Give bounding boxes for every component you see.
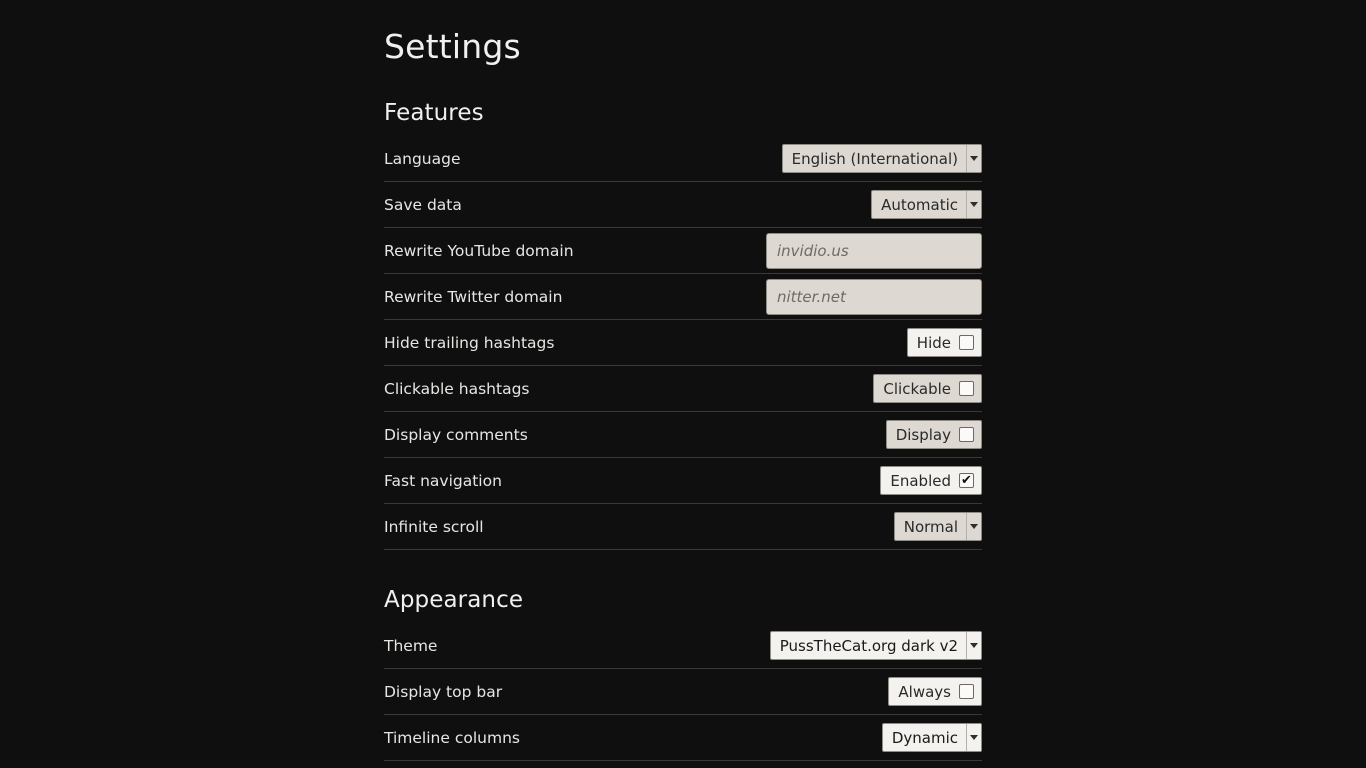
setting-row-timeline-columns [384, 715, 982, 761]
chevron-down-glyph [970, 735, 978, 740]
setting-row-infinite-scroll [384, 504, 982, 550]
checkbox-hide-trailing-hashtags[interactable] [959, 335, 974, 350]
settings-list-appearance [384, 623, 982, 761]
setting-label-rewrite-youtube-domain: Rewrite YouTube domain [384, 241, 574, 260]
settings-list-features [384, 136, 982, 550]
setting-label-clickable-hashtags: Clickable hashtags [384, 379, 530, 398]
checkbox-label-clickable-hashtags: Clickable [883, 379, 951, 398]
checkbox-group-display-comments[interactable] [886, 420, 982, 449]
input-rewrite-youtube-domain[interactable] [766, 233, 982, 269]
setting-row-rewrite-twitter-domain [384, 274, 982, 320]
select-save-data[interactable] [871, 190, 982, 219]
setting-row-display-top-bar [384, 669, 982, 715]
setting-row-theme [384, 623, 982, 669]
checkbox-clickable-hashtags[interactable] [959, 381, 974, 396]
setting-control-theme [770, 631, 982, 660]
setting-row-fast-navigation [384, 458, 982, 504]
chevron-down-glyph [970, 524, 978, 529]
checkbox-display-top-bar[interactable] [959, 684, 974, 699]
setting-label-display-top-bar: Display top bar [384, 682, 503, 701]
checkbox-label-display-comments: Display [895, 425, 951, 444]
section-title-features: Features [384, 100, 484, 126]
checkbox-label-display-top-bar: Always [898, 682, 951, 701]
checkbox-label-hide-trailing-hashtags: Hide [916, 333, 951, 352]
setting-label-timeline-columns: Timeline columns [384, 728, 520, 747]
select-value-infinite-scroll: Normal [903, 517, 958, 536]
chevron-down-icon [966, 145, 981, 172]
checkbox-display-comments[interactable] [959, 427, 974, 442]
select-value-timeline-columns: Dynamic [891, 728, 958, 747]
setting-label-hide-trailing-hashtags: Hide trailing hashtags [384, 333, 555, 352]
checkbox-group-fast-navigation[interactable] [880, 466, 982, 495]
setting-row-save-data [384, 182, 982, 228]
chevron-down-glyph [970, 156, 978, 161]
checkbox-group-hide-trailing-hashtags[interactable] [907, 328, 982, 357]
select-theme[interactable] [770, 631, 982, 660]
setting-control-clickable-hashtags [873, 374, 982, 403]
select-timeline-columns[interactable] [882, 723, 982, 752]
section-title-appearance: Appearance [384, 587, 524, 613]
setting-label-save-data: Save data [384, 195, 462, 214]
chevron-down-icon [966, 191, 981, 218]
chevron-down-glyph [970, 643, 978, 648]
settings-content [384, 0, 982, 761]
setting-row-language [384, 136, 982, 182]
setting-label-display-comments: Display comments [384, 425, 528, 444]
check-icon: ✔ [961, 473, 972, 488]
select-infinite-scroll[interactable] [894, 512, 982, 541]
page-title: Settings [384, 27, 521, 66]
chevron-down-icon [966, 513, 981, 540]
setting-label-theme: Theme [384, 636, 438, 655]
setting-control-infinite-scroll [894, 512, 982, 541]
select-language[interactable] [782, 144, 982, 173]
setting-row-display-comments [384, 412, 982, 458]
checkbox-group-clickable-hashtags[interactable] [873, 374, 982, 403]
select-value-language: English (International) [791, 149, 958, 168]
setting-row-clickable-hashtags [384, 366, 982, 412]
select-value-save-data: Automatic [881, 195, 958, 214]
setting-row-rewrite-youtube-domain [384, 228, 982, 274]
checkbox-fast-navigation[interactable] [959, 473, 974, 488]
settings-sections [384, 63, 982, 761]
setting-control-timeline-columns [882, 723, 982, 752]
checkbox-label-fast-navigation: Enabled [890, 471, 951, 490]
setting-control-rewrite-youtube-domain [766, 233, 982, 269]
chevron-down-icon [966, 632, 981, 659]
setting-label-fast-navigation: Fast navigation [384, 471, 502, 490]
setting-control-save-data [871, 190, 982, 219]
checkbox-group-display-top-bar[interactable] [888, 677, 982, 706]
setting-label-language: Language [384, 149, 461, 168]
input-rewrite-twitter-domain[interactable] [766, 279, 982, 315]
setting-control-rewrite-twitter-domain [766, 279, 982, 315]
setting-control-hide-trailing-hashtags [907, 328, 982, 357]
setting-label-infinite-scroll: Infinite scroll [384, 517, 484, 536]
setting-control-display-top-bar [888, 677, 982, 706]
chevron-down-glyph [970, 202, 978, 207]
setting-row-hide-trailing-hashtags [384, 320, 982, 366]
setting-control-language [782, 144, 982, 173]
chevron-down-icon [966, 724, 981, 751]
setting-control-display-comments [886, 420, 982, 449]
setting-label-rewrite-twitter-domain: Rewrite Twitter domain [384, 287, 563, 306]
select-value-theme: PussTheCat.org dark v2 [779, 636, 958, 655]
setting-control-fast-navigation [880, 466, 982, 495]
